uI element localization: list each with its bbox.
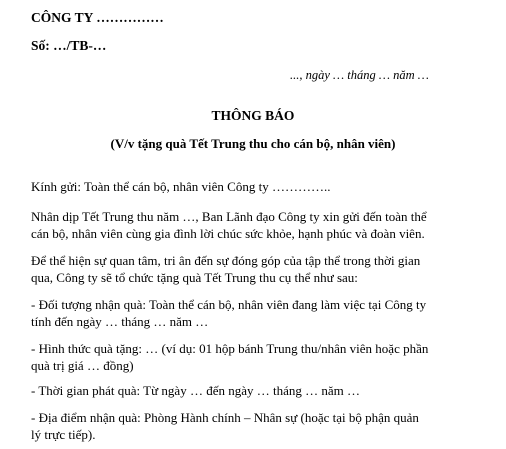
bullet-location xyxy=(31,409,476,443)
purpose-paragraph xyxy=(31,252,476,286)
company-name: CÔNG TY …………… xyxy=(31,10,164,25)
intro-line: cán bộ, nhân viên cùng gia đình lời chúc sức khỏe, hạnh phúc và đoàn viên. xyxy=(31,226,425,241)
bullet-gift-form xyxy=(31,340,476,374)
bullet-line: - Thời gian phát quà: Từ ngày … đến ngày … tháng … năm … xyxy=(31,383,360,398)
document-subtitle: (V/v tặng quà Tết Trung thu cho cán bộ, nhân viên) xyxy=(110,136,396,151)
bullet-line: - Đối tượng nhận quà: Toàn thể cán bộ, nhân viên đang làm việc tại Công ty xyxy=(31,297,427,312)
purpose-line: Để thể hiện sự quan tâm, tri ân đến sự đóng góp của tập thể trong thời gian xyxy=(31,253,421,268)
date-line: ..., ngày … tháng … năm … xyxy=(290,68,429,82)
purpose-line: qua, Công ty sẽ tổ chức tặng quà Tết Trung thu cụ thể như sau: xyxy=(31,270,358,285)
document-number: Số: …/TB-… xyxy=(31,38,107,53)
intro-line: Nhân dịp Tết Trung thu năm …, Ban Lãnh đạo Công ty xin gửi đến toàn thể xyxy=(31,209,427,224)
bullet-recipients xyxy=(31,296,476,330)
intro-paragraph xyxy=(31,208,476,242)
bullet-line: tính đến ngày … tháng … năm … xyxy=(31,314,209,329)
bullet-line: quà trị giá … đồng) xyxy=(31,358,134,373)
document-title: THÔNG BÁO xyxy=(211,108,295,123)
recipient-line: Kính gửi: Toàn thể cán bộ, nhân viên Công ty ………….. xyxy=(31,179,331,194)
bullet-line: - Địa điểm nhận quà: Phòng Hành chính – Nhân sự (hoặc tại bộ phận quản xyxy=(31,410,419,425)
bullet-distribution-time xyxy=(31,382,476,399)
bullet-line: lý trực tiếp). xyxy=(31,427,96,442)
bullet-line: - Hình thức quà tặng: … (ví dụ: 01 hộp bánh Trung thu/nhân viên hoặc phần xyxy=(31,341,429,356)
recipient-paragraph xyxy=(31,178,476,195)
